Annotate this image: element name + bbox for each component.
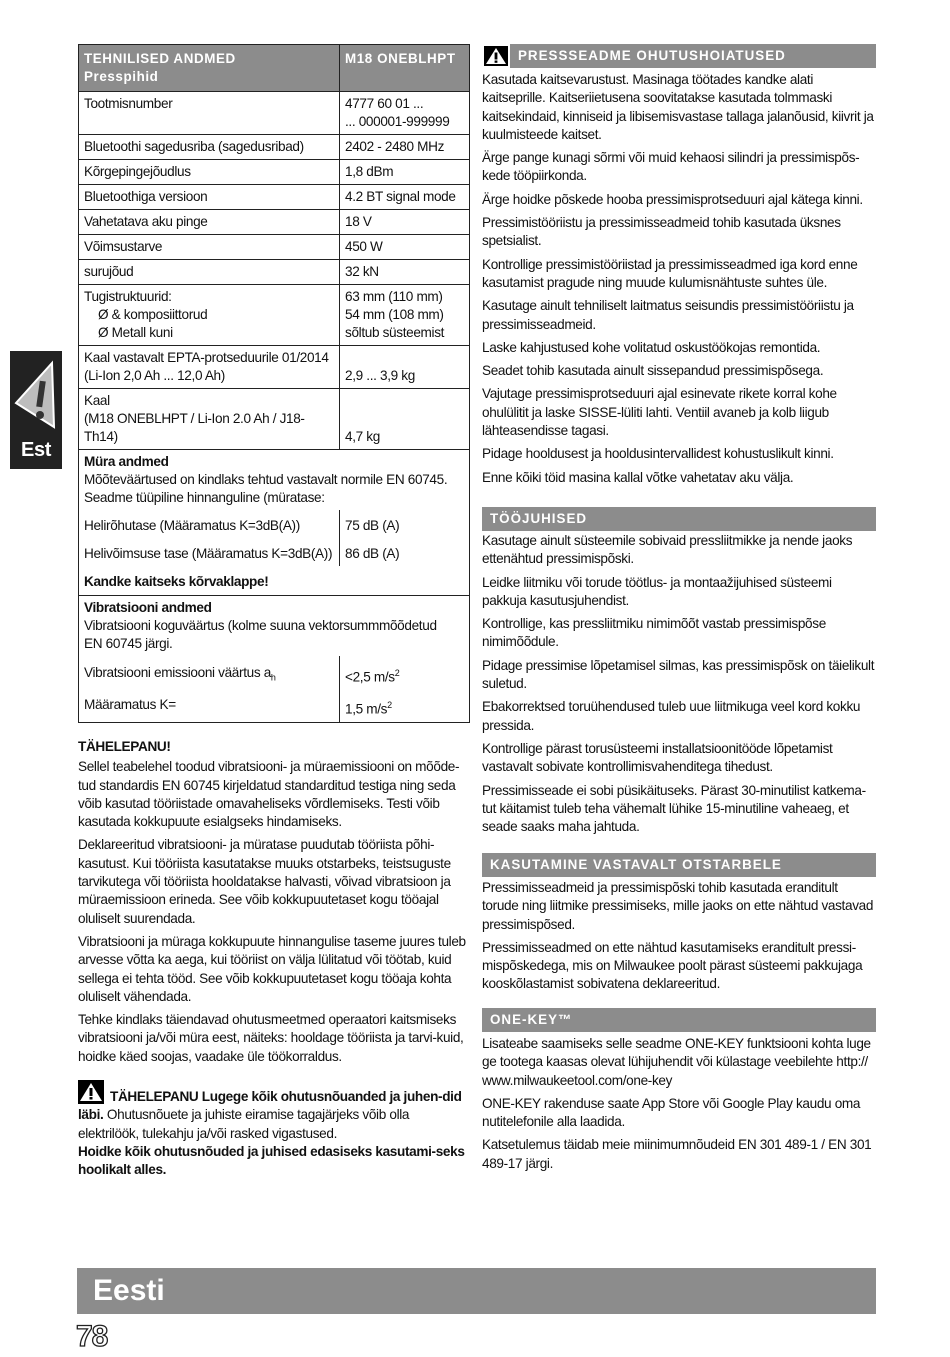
- table-subtitle: Presspihid: [84, 69, 159, 84]
- section-title: PRESSSEADME OHUTUSHOIATUSED: [518, 48, 786, 63]
- table-header-title: [79, 45, 340, 92]
- row-value: 1,8 dBm: [340, 160, 470, 185]
- paragraph: Tehke kindlaks täiendavad ohutusmeetmed operaatori kaitsmiseks vibratsiooni ja/või müra eest, näiteks: hooldage tööriista ja tarvi-kuid, hoidke käed soojas, vaadake üle töökorraldus.: [78, 1012, 464, 1064]
- table-row-weight-epta: [79, 346, 470, 389]
- language-side-tab: [10, 351, 62, 469]
- warning-icon: [482, 44, 510, 68]
- section-header-safety: [482, 44, 876, 68]
- one-key-body: [482, 1035, 876, 1178]
- vibration-exponent: 2: [394, 668, 400, 678]
- row-value: [340, 285, 470, 346]
- table-row: [79, 235, 470, 260]
- noise-row: [79, 510, 470, 538]
- support-line: Ø & komposiittorud: [98, 307, 208, 322]
- safety-section-body: [482, 71, 876, 492]
- paragraph: Pidage pressimise lõpetamisel silmas, kas pressimispõsk on täielikult suletud.: [482, 657, 875, 692]
- paragraph: Lisateabe saamiseks selle seadme ONE-KEY funktsiooni kohta lugege tootega kaasas olevat lühijuhendit või külastage veebilehte http://www.milwaukeetool.com/one-key: [482, 1036, 871, 1088]
- footer-language: Eesti: [93, 1274, 165, 1307]
- row-value: [340, 92, 470, 135]
- paragraph: Pressimisseadmeid ja pressimispõski tohib kasutada eranditult torude ning liitmike pressimiseks, mille jaoks on ette nähtud vastavad pressimispõsed.: [482, 880, 874, 932]
- paragraph: Ärge pange kunagi sõrmi või muid kehaosi silindri ja pressimispõs-kede tööpiirkonda.: [482, 150, 860, 184]
- hearing-protection-warning: Kandke kaitseks kõrvaklappe!: [79, 566, 470, 596]
- paragraph: Ärge hoidke põskede hooba pressimisprotseduuri ajal kätega kinni.: [482, 191, 863, 207]
- language-code: Est: [20, 439, 52, 461]
- table-row: [79, 160, 470, 185]
- noise-label: Helivõimsuse tase (Määramatus K=3dB(A)): [79, 538, 340, 566]
- vibration-header-cell: [79, 596, 470, 657]
- paragraph: Vajutage pressimisprotseduuri ajal esinevate rikete korral kohe ohulülitit ja laske SISSE-lüliti lahti. Ventiil avaneb ja kolb liigub lähteasendisse tagasi.: [482, 386, 837, 439]
- uncertainty-value-text: 1,5 m/s: [345, 701, 388, 717]
- support-value: 63 mm (110 mm): [345, 289, 443, 304]
- section-header-work-instructions: [482, 507, 876, 531]
- uncertainty-value: [340, 690, 470, 723]
- paragraph: Deklareeritud vibratsiooni- ja müratase puudutab tööriista põhi-kasutust. Kui tööriista kasutatakse muuks otstarbeks, teistsuguste tarvikutega või tööriista hooldatakse halvasti, võivad vibratsioon ja müraemissioon erineda. See võib kokkupuutetaset kogu tööajal oluliselt suurendada.: [78, 837, 451, 926]
- uncertainty-exponent: 2: [387, 699, 392, 710]
- section-title: ONE-KEY™: [490, 1012, 573, 1027]
- row-value: 32 kN: [340, 260, 470, 285]
- weight-label: Kaal: [84, 393, 110, 408]
- paragraph: Pressimistööriistu ja pressimisseadmeid tohib kasutada üksnes spetsialist.: [482, 215, 841, 249]
- attention-title: TÄHELEPANU!: [78, 739, 171, 754]
- row-label: Tootmisnumber: [79, 92, 340, 135]
- table-row: [79, 260, 470, 285]
- warning-triangle-icon: [14, 357, 58, 429]
- paragraph: Kontrollige pärast torusüsteemi installatsioonitööde lõpetamist vastavalt sobivate kontrollimisvahenditega tihedust.: [482, 740, 833, 775]
- noise-section-header: [79, 450, 470, 511]
- work-instructions-body: [482, 532, 876, 841]
- vibration-section-header: [79, 596, 470, 657]
- row-value: 4.2 BT signal mode: [340, 185, 470, 210]
- vibration-emission-label: Vibratsiooni emissiooni väärtus a: [84, 665, 271, 680]
- vibration-value: [340, 656, 470, 690]
- table-row: [79, 210, 470, 235]
- section-header-one-key: [482, 1008, 876, 1032]
- section-header-intended-use: [482, 853, 876, 877]
- row-value-line: ... 000001-999999: [345, 114, 450, 129]
- safety-warning-text: Ohutusnõuete ja juhiste eiramise tagajärjeks võib olla elektrilöök, tulekahju ja/või rasked vigastused.: [78, 1107, 410, 1141]
- left-text-block: [78, 738, 470, 1071]
- row-value-line: 4777 60 01 ...: [345, 96, 424, 111]
- weight-epta-label: Kaal vastavalt EPTA-protseduurile 01/2014: [84, 350, 329, 365]
- vibration-emission-value: <2,5 m/s: [345, 669, 395, 685]
- weight-epta-label: (Li-Ion 2,0 Ah ... 12,0 Ah): [84, 368, 225, 383]
- paragraph: Sellel teabelehel toodud vibratsiooni- ja müraemissiooni on mõõde-tud standardis EN 60745 kirjeldatud standarditud testiga ning seda võib kasutad tööriistade omavaheliseks võrdlemiseks. Testi võib kasutada kokkupuute esialgseks hindamiseks.: [78, 759, 460, 830]
- paragraph: Katsetulemus täidab meie miinimumnõudeid EN 301 489-1 / EN 301 489-17 järgi.: [482, 1137, 872, 1171]
- noise-header-cell: [79, 450, 470, 511]
- support-line: Ø Metall kuni: [98, 325, 173, 340]
- vibration-desc: EN 60745 järgi.: [84, 636, 173, 651]
- table-row: [79, 92, 470, 135]
- intended-use-body: [482, 879, 876, 999]
- noise-desc: Seadme tüüpiline hinnanguline (müratase:: [84, 490, 325, 505]
- paragraph: Kontrollige pressimistööriistad ja pressimisseadmed iga kord enne kasutamist pragude ning muude kulumisnähtuste suhtes üle.: [482, 256, 858, 290]
- noise-warning-row: [79, 566, 470, 596]
- noise-desc: Mõõteväärtused on kindlaks tehtud vastavalt normile EN 60745.: [84, 472, 448, 487]
- noise-row: [79, 538, 470, 566]
- vibration-subscript: h: [270, 672, 276, 683]
- row-label: Võimsustarve: [79, 235, 340, 260]
- row-value: 450 W: [340, 235, 470, 260]
- paragraph: Ebakorrektsed toruühendused tuleb uue liitmikuga veel kord kokku pressida.: [482, 699, 861, 733]
- table-row: [79, 185, 470, 210]
- support-label: Tugistruktuurid:: [84, 289, 172, 304]
- safety-warning-paragraph: [78, 1080, 470, 1143]
- table-title: TEHNILISED ANDMED: [84, 51, 236, 66]
- paragraph: Vibratsiooni ja müraga kokkupuute hinnangulise taseme juures tuleb arvesse võtta ka aega, kui tööriist on välja lülitatud või töötab, kuid sellega ei tehta tööd. See võib kokkupuutetaset kogu tööaja kohta oluliselt vähendada.: [78, 933, 466, 1004]
- keep-instructions-text: Hoidke kõik ohutusnõuded ja juhised edasiseks kasutami-seks hoolikalt alles.: [78, 1143, 465, 1178]
- section-title: KASUTAMINE VASTAVALT OTSTARBELE: [490, 857, 782, 872]
- paragraph: Leidke liitmiku või torude töötlus- ja montaažijuhised süsteemi pakkuja kasutusjuhendist.: [482, 574, 832, 608]
- vibration-label: [79, 656, 340, 690]
- row-value: 2,9 ... 3,9 kg: [340, 346, 470, 389]
- table-header-row: [79, 45, 470, 92]
- paragraph: Kasutage ainult tehniliselt laitmatus seisundis pressimistööriistu ja pressimisseadmeid.: [482, 298, 854, 332]
- section-title: TÖÖJUHISED: [490, 511, 588, 526]
- row-label: Kõrgepingejõudlus: [79, 160, 340, 185]
- row-label: Bluetoothi sagedusriba (sagedusribad): [79, 135, 340, 160]
- paragraph: Enne kõiki töid masina kallal võtke vahetatav aku välja.: [482, 469, 794, 485]
- safety-warning-bold: TÄHELEPANU Lugege kõik ohutusnõuanded ja juhen-did läbi.: [78, 1089, 462, 1123]
- safety-warning-block: [78, 1080, 470, 1179]
- paragraph: Pressimisseadmed on ette nähtud kasutamiseks eranditult pressi-mispõskedega, mis on Milwaukee poolt pärast süsteemi pakkujaga kooskõlastamist sobivatena deklareeritud.: [482, 939, 863, 992]
- uncertainty-label: Määramatus K=: [79, 690, 340, 723]
- table-row-support: [79, 285, 470, 346]
- row-value: 4,7 kg: [340, 389, 470, 450]
- paragraph: Kasutage ainult süsteemile sobivaid pressliitmikke ja nende jaoks ettenähtud pressimispõski.: [482, 533, 853, 567]
- row-value: 2402 - 2480 MHz: [340, 135, 470, 160]
- noise-title: Müra andmed: [84, 454, 169, 469]
- vibration-desc: Vibratsiooni koguväärtus (kolme suuna vektorsummmõõdetud: [84, 618, 437, 633]
- paragraph: Laske kahjustused kohe volitatud oskustöökojas remontida.: [482, 339, 821, 355]
- vibration-title: Vibratsiooni andmed: [84, 600, 212, 615]
- paragraph: Kasutada kaitsevarustust. Masinaga töötades kandke alati kaitseprille. Kaitseriietusena soovitatakse kasutada tolmmaski kaitsekindaid, kinniseid ja libisemisvastase tallaga jalanõusid, kiivrit ja kuulmisteede kaitset.: [482, 72, 874, 142]
- noise-label: Helirõhutase (Määramatus K=3dB(A)): [79, 510, 340, 538]
- noise-value: 75 dB (A): [340, 510, 470, 538]
- model-header: M18 ONEBLHPT: [340, 45, 470, 92]
- page-number: 78: [76, 1320, 108, 1353]
- vibration-row: [79, 656, 470, 690]
- support-value: 54 mm (108 mm): [345, 307, 444, 322]
- vibration-row: [79, 690, 470, 723]
- row-label: [79, 346, 340, 389]
- warning-icon: [78, 1080, 104, 1104]
- row-label: surujõud: [79, 260, 340, 285]
- paragraph: ONE-KEY rakenduse saate App Store või Google Play kaudu oma nutitelefonile alla laadida.: [482, 1095, 861, 1130]
- paragraph: Seadet tohib kasutada ainult sissepandud pressimispõsega.: [482, 363, 824, 379]
- technical-data-table: [78, 44, 470, 723]
- support-value: sõltub süsteemist: [345, 325, 445, 340]
- table-row-weight: [79, 389, 470, 450]
- row-label: [79, 285, 340, 346]
- row-value: 18 V: [340, 210, 470, 235]
- row-label: Bluetoothiga versioon: [79, 185, 340, 210]
- row-label: Vahetatava aku pinge: [79, 210, 340, 235]
- paragraph: Kontrollige, kas pressliitmiku nimimõõt vastab pressimispõse nimimõõdule.: [482, 616, 826, 650]
- table-row: [79, 135, 470, 160]
- footer-language-bar: [77, 1268, 876, 1314]
- paragraph: Pressimisseade ei sobi püsikäituseks. Pärast 30-minutilist katkema-tut käitamist tuleb teha vähemalt lühike 15-minutiline vaheaeg, et seade saaks maha jahtuda.: [482, 782, 866, 835]
- weight-label: (M18 ONEBLHPT / Li-Ion 2.0 Ah / J18-Th14): [84, 411, 305, 444]
- noise-value: 86 dB (A): [340, 538, 470, 566]
- row-label: [79, 389, 340, 450]
- paragraph: Pidage hooldusest ja hooldusintervallidest kohustuslikult kinni.: [482, 446, 834, 462]
